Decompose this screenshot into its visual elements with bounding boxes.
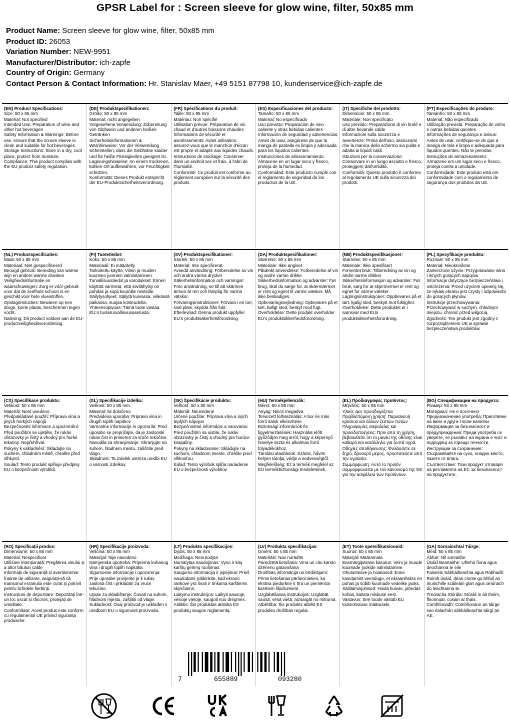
language-block xyxy=(86,396,170,540)
language-block xyxy=(424,542,508,686)
recycling-icon xyxy=(320,692,348,720)
language-text: Veľkosť: 50 x 85 mm Materiál: Neuvedené Určené použitie: Príprava vína a iných teplých nápojov Bezpečnostné informácie a varovania: Pred použitím sa uistite, že rukáv obrazovky je čistý a vhodný pre horúce kvapaliny. Pokyny na skladovanie: Skladujte na suchom, chladnom mieste, chráňte pred vlhkosťou. Súlad: Tento výrobok spĺňa nariadenie EÚ o bezpečnosti výrobkov. xyxy=(173,403,252,472)
language-block xyxy=(255,250,339,394)
language-heading: (SL) Specifikacije izdelka: xyxy=(89,398,144,403)
barcode-bar xyxy=(235,652,236,672)
language-text: Размер: 50 x 85 mm Материал: Не е посочено Предназначение употреба: Приготвяне на вино и други топли напитки Информация за безопасност и предупреждения: Преди употреба се уверете, че ръкавът на екрана е чист и подходящ за горещи течности. Инструкции за съхранение: Съхранявайте на сухо, хладно място, пазете от влага. Съответствие: Този продукт отговаря на регламента на ЕС за безопасност на продуктите. xyxy=(426,403,507,478)
language-heading: (BG) Спецификации на продукта: xyxy=(426,398,500,403)
language-row xyxy=(2,395,508,540)
info-label: Country of Origin: xyxy=(6,68,72,78)
language-block xyxy=(2,396,86,540)
language-text: Tamaño: 50 x 85 mm Material: No especificado Uso previsto: Preparación de vino caliente y otras bebidas calientes Información de seguridad y advertencias: Antes de usar, asegúrese de que la manga de pantalla es limpia y adecuada para los líquidos calientes. Instrucciones de almacenamiento: Almacene en un lugar seco y fresco, proteja de la humedad. Conformidad: Este producto cumple con el reglamento de seguridad de los productos de la UE. xyxy=(257,111,339,186)
info-value: Hr. Stanislav Maer, +49 5151 87798 10, kundenservice@ich-zapfe.de xyxy=(146,78,383,88)
language-text: Velikost: 50 x 85 mm Materiál: Není uvedeno Předpokládané použití: Příprava vína a jiných horkých nápojů Bezpečnostní informace a upozornění: Před použitím se ujistěte, že rukáv obrazovky je čistý a vhodný pro horké tekutiny. Nepřehřívat. Pokyny k uskladnění: Skladujte na suchém, chladném místě, chraňte před vlhkostí. Soulad: Tento produkt splňuje předpisy EU o bezpečnosti výrobků. xyxy=(4,403,80,472)
barcode-bar xyxy=(194,652,196,672)
language-row xyxy=(2,249,508,394)
barcode xyxy=(174,652,336,684)
language-heading: (DE) Produktspezifikationen: xyxy=(89,106,150,111)
language-text: Méid: 50 x 85 mm Ábhar: Níl sonraithe Úsáid Beartaithe: Ullmhú fíona agus deochanna te eile Faisnéis Sábháilteachta agus Rabhadh: Roimh úsáid, déan cinnte go bhfuil an muinchille scáileáin glan agus oiriúnach do leachtanna te. Treoracha Stórála: Stóráil in áit thirim, fhionnuar, cosain ar thais. Comhlíonadh: Comhlíonann an táirge seo rialachán sábháilteachta táirgí an AE. xyxy=(426,549,505,618)
language-heading: (SK) Špecifikácie produktu: xyxy=(173,398,231,403)
language-text: Suurus: 50 x 85 mm Materjal: Määramata Eesmärgipärane kasutus: Veini ja muude kuumade jookide valmistamine Ohutusteave ja hoiatused: Enne kasutamist veenduge, et ekraanihülss on puhas ja sobib kuumade vedelike jaoks. Säilitamisjuhised: Hoida kuivas, jahedas kohas, kaitsta niiskuse eest. Vastavus: See toode vastab ELi tooteohutuse määrusele. xyxy=(342,549,423,608)
barcode-bar xyxy=(241,652,242,676)
language-text: Dimensioni: 50 x 85 mm Materiale: Non specificato Uso previsto: Preparazione di vin brulé e di altre bevande calde Informazioni sulla sicurezza e avvertenze: Prima dell'uso, assicurarsi che la manica dello schermo sia pulita e adatta ai liquidi caldi. Istruzioni per la conservazione: Conservare in un luogo asciutto e fresco, proteggere dall'umidità. Conformità: Questo prodotto è conforme al regolamento UE sulla sicurezza dei prodotti. xyxy=(342,111,423,186)
language-heading: (ES) Especificaciones del producto: xyxy=(257,106,333,111)
language-heading: (CS) Specifikace produktu: xyxy=(4,398,61,403)
ce-mark-icon xyxy=(150,692,178,720)
language-block xyxy=(2,104,86,248)
barcode-bar xyxy=(217,652,219,672)
symbol-row xyxy=(0,684,510,720)
info-value: 26053 xyxy=(46,36,71,46)
barcode-bar xyxy=(226,652,229,672)
language-block xyxy=(171,104,255,248)
language-block xyxy=(339,396,423,540)
language-text: Tamanho: 50 x 85 mm Material: Não especificado Utilização prevista: Preparação de vinho e outras bebidas quentes Informações de segurança e avisos: Antes de usar, certifique-se de que a manga de tela é limpa e adequada para líquidos quentes. Não te prendas. Instruções de armazenamento: Armazene em um lugar seco e fresco, proteja contra a umidade. Conformidade: Este produto está em conformidade com o regulamento de segurança dos produtos da UE. xyxy=(426,111,506,186)
language-text: Rozmiar: 50 x 85 mm Materiał: Nieokreślone Zamierzone użycie: Przygotowanie wina i innych gorących napojów Informacje dotyczące bezpieczeństwa i ostrzeżenia: Przed użyciem upewnij się, że rękaw ekranu jest czysty i odpowiedni do gorących płynów. Instrukcje przechowywania: Przechowywać w suchym, chłodnym miejscu, chronić przed wilgocią. Zgodność: Ten produkt jest zgodny z rozporządzeniem UE w sprawie bezpieczeństwa produktów. xyxy=(426,257,506,332)
language-heading: (HU) Termékjellemzők: xyxy=(257,398,305,403)
barcode-bar xyxy=(277,652,279,672)
language-text: Μέγεθος: 50 x 85 mm Υλικό: Δεν προσδιορίζεται Προβλεπόμενη χρήση: Παρασκευή κρασιού και άλλων ζεστών ποτών Πληροφορίες ασφαλείας και προειδοποιήσεις: Πριν από τη χρήση, βεβαιωθείτε ότι το μανίκι της οθόνης είναι καθαρό και κατάλληλο για ζεστά υγρά. Οδηγίες αποθήκευσης: Φυλάσσετε σε ξηρό, δροσερό μέρος, προστατεύετε από την υγρασία. Συμμόρφωση: Αυτό το προϊόν συμμορφώνεται με τον κανονισμό της ΕΕ για την ασφάλεια των προϊόντων. xyxy=(342,403,423,478)
language-heading: (PT) Especificações do produto: xyxy=(426,106,494,111)
barcode-bar xyxy=(257,652,258,672)
barcode-bar xyxy=(284,652,285,676)
info-value: ich-zapfe xyxy=(97,57,131,67)
info-row xyxy=(6,37,506,48)
language-heading: (FR) Spécifications du produit: xyxy=(173,106,238,111)
language-heading: (EL) Προδιαγραφές προϊόντος: xyxy=(342,398,408,403)
language-block xyxy=(86,104,170,248)
barcode-bars xyxy=(188,652,336,676)
language-text: Storlek: 50 x 85 mm Material: Inte specificerat Avsedd användning: Förberedelse av vin och andra varma drycker Säkerhetsinformation och varningar: Före användning, se till att skärmen ärmen är ren och lämplig för varma vätskor. Förvaringsinstruktioner: Förvara i en torr, sval plats, skydda från fukt. Efterlevnad: Denna produkt uppfyller EU:s produktsäkerhetsförordning. xyxy=(173,257,254,321)
language-row xyxy=(2,103,508,248)
language-block xyxy=(255,104,339,248)
language-heading: (IT) Specifiche del prodotto: xyxy=(342,106,401,111)
language-text: Størrelse: 50 x 85 mm Materiale: Ikke spesifisert Forventet bruk: Tilberedning av vin og andre varme drikker Sikkerhetsinformasjon og advarsler: Før bruk, sørg for at skjermermet er rent og egnet for varme væsker. Lagringsinstruksjoner: Oppbevares på et tørt, kjølig sted, beskytt mot fuktighet. Overholdelse: Dette produktet er i samsvar med EUs produktsikkerhetsforordning. xyxy=(342,257,422,321)
barcode-bar xyxy=(248,652,250,672)
language-block xyxy=(2,250,86,394)
barcode-bar xyxy=(191,652,192,676)
no-fork-and-glass-icon xyxy=(90,692,118,720)
barcode-bar xyxy=(274,652,275,672)
language-block xyxy=(339,542,423,686)
barcode-left-digits: 655889 xyxy=(214,676,238,683)
info-value: Screen sleeve for glow wine, filter, 50x85 mm xyxy=(60,26,215,35)
info-value: Germany xyxy=(71,68,105,78)
no-dishwasher-icon xyxy=(378,692,406,720)
language-heading: (SV) Produktspecifikationer: xyxy=(173,252,233,257)
language-block xyxy=(171,396,255,540)
barcode-bar xyxy=(231,652,232,672)
language-text: Izmērs: 50 x 85 mm Materiāls: Nav norādīts Paredzētā lietošana: Vīna un citu karsto dzērienu gatavošana Drošības informācija un brīdinājumi: Pirms lietošanas pārliecinieties, ka ekrāna piedurkne ir tīra un piemērota karstiem šķidrumiem. Uzglabāšanas instrukcijas: Uzglabāt sausā, vēsā vietā, aizsargāt no mitruma. Atbilstība: Šis produkts atbilst ES produktu drošības regulai. xyxy=(257,549,337,613)
language-heading: (GA) Sonraíochtaí Táirge: xyxy=(426,544,480,549)
info-label: Product Name: xyxy=(6,26,61,35)
barcode-bar xyxy=(205,652,208,672)
language-text: Size: 50 x 85 mm Material: Not specified Intended Use: Preparation of wine and other hot beverages Safety Information & Warnings: Before use, ensure that the screen sleeve is clean and suitable for hot beverages. Storage Instructions: Store in a dry, cool place, protect from moisture. Compliance: This product complies with the EU product safety regulation. xyxy=(4,111,82,170)
language-heading: (NB) Produktspesifikasjoner: xyxy=(342,252,403,257)
barcode-bar xyxy=(244,652,245,672)
language-block xyxy=(86,542,170,686)
barcode-bar xyxy=(281,652,282,676)
language-block xyxy=(424,396,508,540)
info-row xyxy=(6,26,506,37)
language-block xyxy=(339,250,423,394)
language-text: Größe: 50 x 85 mm Material: nicht angegeben Vorgesehene Verwendung: Zubereitung von Glühwein und anderen heißen Getränken Sicherheitsinformationen & Warnhinweise: Vor der Verwendung sicherstellen, dass die Siebhülse sauber und für heiße Flüssigkeiten geeignet ist. Lagerungshinweise: An einem trockenen, kühlen Ort aufbewahren, vor Feuchtigkeit schützen. Konformität: Dieses Produkt entspricht der EU-Produktsicherheitsverordnung. xyxy=(89,111,170,186)
language-block xyxy=(424,104,508,248)
language-block xyxy=(86,250,170,394)
language-heading: (EN) Product Specifications: xyxy=(4,106,64,111)
barcode-bar xyxy=(188,652,189,676)
barcode-bar xyxy=(238,652,239,676)
language-text: Maat: 50 x 85 mm Materiaal: Niet gespecificeerd Beoogd gebruik: Bereiding van warme wijn en andere warme dranken Veiligheidsinformatie en waarschuwingen: Zorg er vóór gebruik voor dat de zeefhuls schoon is en geschikt voor hete vloeistoffen. Opslaginstructies: Bewaren op een droge, koele plaats, beschermen tegen vocht. Naleving: Dit product voldoet aan de EU-productveiligheidsverordening. xyxy=(4,257,84,326)
language-heading: (LV) Produkta specifikācijas: xyxy=(257,544,318,549)
language-heading: (NL) Productspecificaties: xyxy=(4,252,59,257)
barcode-bar xyxy=(223,652,224,672)
language-text: Veličina: 50 x 85 mm Materijal: Nije navedeno Namjenska upotreba: Priprema kuhanog vina i drugih toplih napitaka Sigurnosne informacije i upozorenja: Prije uporabe provjerite je li rukav zaslona čist i prikladan za vruće tekućine. Upute za skladištenje: Čuvati na suhom, hladnom mjestu, zaštititi od vlage. Sukladnost: Ovaj proizvod je usklađen s uredbom EU o sigurnosti proizvoda. xyxy=(89,549,169,613)
language-heading: (RO) Specificații produs: xyxy=(4,544,56,549)
language-block xyxy=(171,250,255,394)
language-block xyxy=(2,542,86,686)
language-heading: (DA) Produktspecifikationer: xyxy=(257,252,318,257)
info-label: Variation Number: xyxy=(6,47,72,57)
language-block xyxy=(339,104,423,248)
info-row xyxy=(6,79,506,90)
language-text: Méret: 50 x 85 mm Anyag: Nincs megadva Tervezett felhasználás: A bor és más forró italok elkészítése Biztonsági információk és figyelmeztetések: Használat előtt győződjön meg arról, hogy a képernyő hüvelye tiszta és alkalmas forró folyadékokhoz. Tárolási utasítások: Száraz, hűvös helyen tárolja, védje a nedvességtől. Megfelelőség: Ez a termék megfelel az EU termékbiztonsági rendeletének. xyxy=(257,403,334,472)
language-text: Størrelse: 50 x 85 mm Materiale: Ikke angivet Påtænkt anvendelse: Forberedelse af vin og andre varme drikke Sikkerhedsinformation og advarsler: Før brug, skal du sørge for, at skærmærmet er rent og egnet til varme væsker. Må ikke beskadiges. Opbevaringsvejledning: Opbevares på et tørt, køligt sted, beskyt mod fugt. Overholdelse: Dette produkt overholder EU's produktsikkerhedsforordning. xyxy=(257,257,339,321)
barcode-bar xyxy=(202,652,203,672)
fork-and-glass-icon xyxy=(262,692,290,720)
barcode-right-digits: 093280 xyxy=(278,676,302,683)
language-text: Dimensiune: 50 x 85 mm Material: Nespecificat Utilizare intenționată: Pregătirea vinului și a altor băuturi calde Informații de siguranță și avertismente: Înainte de utilizare, asigurați-vă că manșonul ecranului este curat și potrivit pentru lichidele fierbinți. Instrucțiuni de depozitare: Depozitați într-un loc uscat și răcoros, protejați de umiditate. Conformitate: Acest produs este conform cu regulamentul UE privind siguranța produselor. xyxy=(4,549,85,624)
barcode-bar xyxy=(252,652,253,672)
product-info xyxy=(6,26,506,90)
barcode-bar xyxy=(198,652,199,672)
info-row xyxy=(6,58,506,69)
page-title: GPSR Label for : Screen sleeve for glow wine, filter, 50x85 mm xyxy=(96,2,414,14)
info-row xyxy=(6,47,506,58)
language-heading: (ET) Toote spetsifikatsioonid: xyxy=(342,544,404,549)
ukca-mark-icon xyxy=(205,692,233,720)
language-block xyxy=(255,396,339,540)
language-text: Taille: 50 x 85 mm Matériau: Non spécifié Utilisation prévue: Préparation de vin chaud et d'autres boissons chaudes Informations de sécurité et avertissements: Avant utilisation, assurez-vous que le manchon d'écran est propre et adapté aux liquides chauds. Instructions de stockage: Conserver dans un endroit sec et frais, à l'abri de l'humidité. Conformité: Ce produit est conforme au règlement européen sur la sécurité des produits. xyxy=(173,111,254,186)
info-label: Product ID: xyxy=(6,36,47,46)
info-value: NEW-9951 xyxy=(71,47,111,57)
info-row xyxy=(6,68,506,79)
language-heading: (HR) Specifikacije proizvoda: xyxy=(89,544,150,549)
language-text: Koko: 50 x 85 mm Materiaali: Ei määritelty Tarkoitettu käyttö: Viinin ja muiden kuumien juomien valmistaminen Turvallisuustiedot ja varoitukset: Ennen käyttöä varmista, että siivilähylsy on puhdas ja sopii kuumille nesteille. Säilytysohjeet: Säilytä kuivassa, viileässä paikassa, suojaa kosteudelta. Yhteensopivuus: Tämä tuote vastaa EU:n tuoteturvallisuusasetusta. xyxy=(89,257,170,316)
info-label: Manufacturer/Distributor: xyxy=(6,57,98,67)
language-block xyxy=(424,250,508,394)
language-heading: (PL) Specyfikacje produktu: xyxy=(426,252,485,257)
info-label: Contact Person & Contact Information: xyxy=(6,78,147,88)
language-text: Dydis: 50 x 85 mm Medžiaga: Nenurodyta Numatytas naudojimas: Vyno ir kitų karštų gėrimų ruošimas Saugumo informacija ir įspėjimai: Prieš naudodami įsitikinkite, kad ekrano rankovė yra švari ir tinkama karštiems skysčiams. Laikymo instrukcijos: Laikyti sausoje, vėsioje vietoje, saugoti nuo drėgmės. Atitiktis: Šis produktas atitinka ES produktų saugos reglamentą. xyxy=(173,549,250,613)
barcode-bar xyxy=(260,652,262,672)
barcode-bar xyxy=(264,652,266,672)
language-heading: (LT) Produkto specifikacijos: xyxy=(173,544,234,549)
barcode-first-digit: 7 xyxy=(178,676,182,683)
barcode-bar xyxy=(210,652,212,672)
barcode-bar xyxy=(268,652,269,672)
language-heading: (FI) Tuotetiedot: xyxy=(89,252,123,257)
barcode-bar xyxy=(214,652,215,672)
language-text: Velikost: 50 x 85 mm Material: Ni določeno Predvidena uporaba: Priprava vina in drugih toplih napitkov Varnostne informacije in opozorila: Pred uporabo se prepričajte, da je zaslonski rokav čist in primeren za vroče tekočine. Navodila za shranjevanje: Shranjujte na suhem, hladnem mestu, zaščitite pred vlago. Skladnost: Ta izdelek ustreza uredbi EU o varnosti izdelkov. xyxy=(89,403,168,467)
